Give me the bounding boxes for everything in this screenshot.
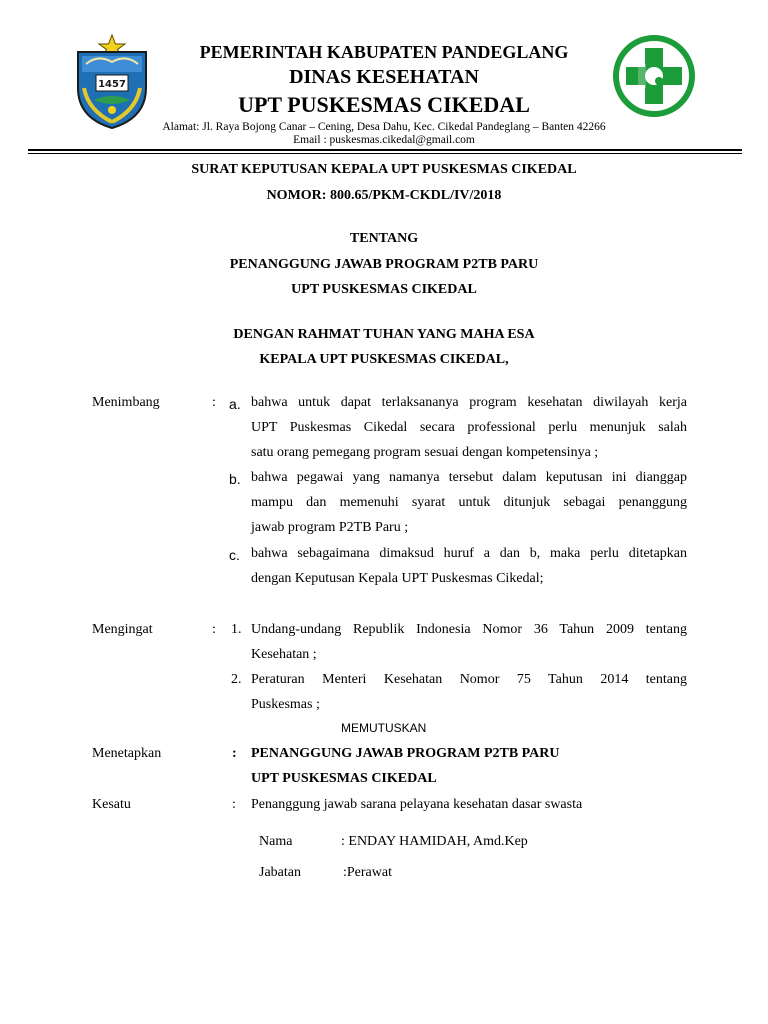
letterhead-address: Alamat: Jl. Raya Bojong Canar – Cening, Desa Dahu, Kec. Cikedal Pandeglang – Banten 42266 <box>162 121 606 133</box>
letterhead-department: DINAS KESEHATAN <box>289 66 479 88</box>
menimbang-colon: : <box>212 395 216 410</box>
menetapkan-label: Menetapkan <box>92 746 162 761</box>
mengingat-label: Mengingat <box>92 622 153 637</box>
menetapkan-line2: UPT PUSKESMAS CIKEDAL <box>251 771 437 786</box>
letterhead-divider-thick <box>28 149 742 151</box>
menimbang-item-a-marker: a. <box>229 396 241 412</box>
nama-label: Nama <box>259 834 293 849</box>
mengingat-item-1-marker: 1. <box>231 622 242 637</box>
menimbang-item-b-line2: mampu dan memenuhi syarat untuk ditunjuk sebagai penanggung <box>251 495 687 510</box>
decree-subject-line1: PENANGGUNG JAWAB PROGRAM P2TB PARU <box>229 257 539 272</box>
menetapkan-colon: : <box>232 746 237 761</box>
kesatu-label: Kesatu <box>92 797 131 812</box>
decree-invocation-line1: DENGAN RAHMAT TUHAN YANG MAHA ESA <box>233 327 535 342</box>
decree-invocation-line2: KEPALA UPT PUSKESMAS CIKEDAL, <box>259 352 509 367</box>
menimbang-item-a-line1: bahwa untuk dapat terlaksananya program kesehatan diwilayah kerja <box>251 395 687 410</box>
menimbang-item-a-line2: UPT Puskesmas Cikedal secara professional perlu menunjuk salah <box>251 420 687 435</box>
mengingat-item-1-line1: Undang-undang Republik Indonesia Nomor 36 Tahun 2009 tentang <box>251 622 687 637</box>
mengingat-colon: : <box>212 622 216 637</box>
letterhead-government: PEMERINTAH KABUPATEN PANDEGLANG <box>199 42 569 62</box>
mengingat-item-2-marker: 2. <box>231 672 242 687</box>
letterhead-divider-thin <box>28 153 742 154</box>
kesatu-colon: : <box>232 797 236 812</box>
decree-number: NOMOR: 800.65/PKM-CKDL/IV/2018 <box>266 188 502 203</box>
menimbang-item-a-line3: satu orang pemegang program sesuai dengan kompetensinya ; <box>251 445 599 460</box>
mengingat-item-2-line1: Peraturan Menteri Kesehatan Nomor 75 Tahun 2014 tentang <box>251 672 687 687</box>
decree-about: TENTANG <box>349 231 419 246</box>
menetapkan-line1: PENANGGUNG JAWAB PROGRAM P2TB PARU <box>251 746 560 761</box>
nama-value: : ENDAY HAMIDAH, Amd.Kep <box>341 834 528 849</box>
letterhead-office: UPT PUSKESMAS CIKEDAL <box>238 92 530 117</box>
menimbang-item-c-line1: bahwa sebagaimana dimaksud huruf a dan b, maka perlu ditetapkan <box>251 546 687 561</box>
menimbang-item-c-line2: dengan Keputusan Kepala UPT Puskesmas Cikedal; <box>251 571 544 586</box>
jabatan-value: :Perawat <box>343 865 392 880</box>
memutuskan-heading: MEMUTUSKAN <box>341 721 427 735</box>
menimbang-item-b-marker: b. <box>229 471 241 487</box>
menimbang-item-b-line1: bahwa pegawai yang namanya tersebut dalam keputusan ini dianggap <box>251 470 687 485</box>
mengingat-item-2-line2: Puskesmas ; <box>251 697 320 712</box>
emblem-year-text: 1457 <box>98 79 126 90</box>
menimbang-item-c-marker: c. <box>229 547 240 563</box>
letterhead-email: Email : puskesmas.cikedal@gmail.com <box>293 134 475 146</box>
decree-title: SURAT KEPUTUSAN KEPALA UPT PUSKESMAS CIKEDAL <box>191 162 577 177</box>
kesatu-text: Penanggung jawab sarana pelayana kesehatan dasar swasta <box>251 797 583 812</box>
menimbang-item-b-line3: jawab program P2TB Paru ; <box>251 520 409 535</box>
decree-subject-line2: UPT PUSKESMAS CIKEDAL <box>291 282 477 297</box>
jabatan-label: Jabatan <box>259 865 301 880</box>
mengingat-item-1-line2: Kesehatan ; <box>251 647 317 662</box>
menimbang-label: Menimbang <box>92 395 160 410</box>
